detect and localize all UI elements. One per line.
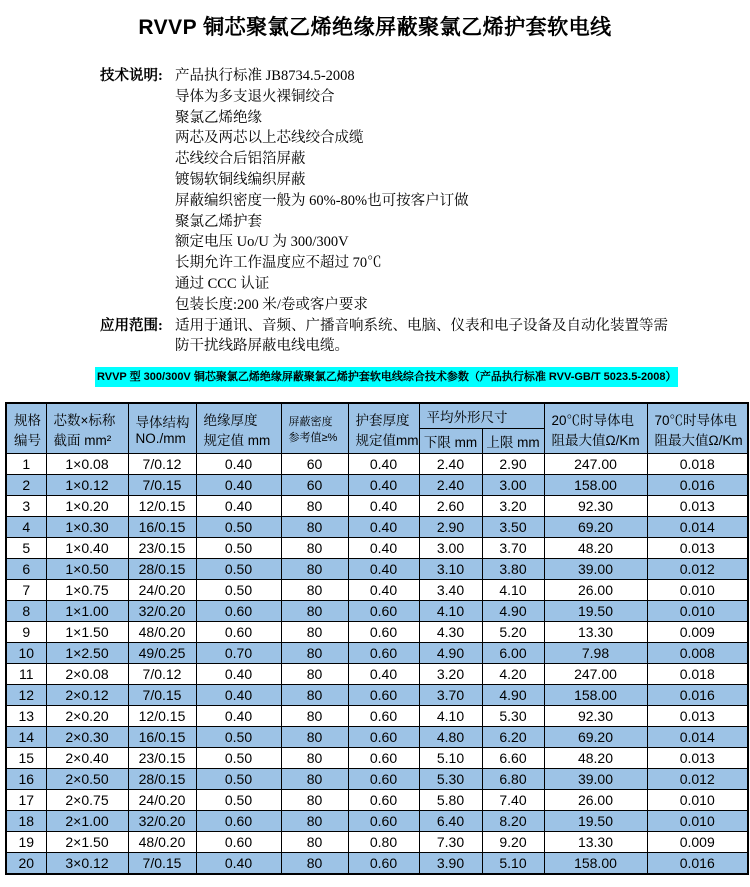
table-cell: 0.60 <box>348 685 419 706</box>
table-cell: 0.50 <box>196 580 281 601</box>
table-row <box>6 496 748 517</box>
table-cell: 2×0.50 <box>46 769 128 790</box>
header-outer-dim-min: 下限 mm <box>419 429 482 454</box>
table-cell: 1×0.08 <box>46 454 128 475</box>
table-cell: 28/0.15 <box>128 769 196 790</box>
table-cell: 0.40 <box>348 517 419 538</box>
table-cell: 0.60 <box>348 727 419 748</box>
table-cell: 2 <box>6 475 46 496</box>
table-cell: 2.40 <box>419 454 482 475</box>
table-cell: 3.70 <box>419 685 482 706</box>
table-cell: 0.40 <box>348 454 419 475</box>
table-cell: 2×0.20 <box>46 706 128 727</box>
table-cell: 3.80 <box>482 559 544 580</box>
table-cell: 11 <box>6 664 46 685</box>
table-cell: 0.40 <box>348 664 419 685</box>
table-cell: 19.50 <box>544 601 647 622</box>
table-cell: 0.013 <box>647 748 748 769</box>
table-cell: 0.018 <box>647 454 748 475</box>
application-label: 应用范围: <box>100 317 163 334</box>
table-cell: 3.40 <box>419 580 482 601</box>
table-cell: 0.014 <box>647 517 748 538</box>
table-cell: 0.80 <box>348 832 419 853</box>
table-cell: 1×0.50 <box>46 559 128 580</box>
table-cell: 0.016 <box>647 475 748 496</box>
table-cell: 0.50 <box>196 538 281 559</box>
table-cell: 0.60 <box>348 601 419 622</box>
table-cell: 8.20 <box>482 811 544 832</box>
table-cell: 28/0.15 <box>128 559 196 580</box>
table-cell: 1 <box>6 454 46 475</box>
table-cell: 12/0.15 <box>128 706 196 727</box>
table-cell: 158.00 <box>544 685 647 706</box>
table-cell: 12 <box>6 685 46 706</box>
table-cell: 3 <box>6 496 46 517</box>
table-cell: 4.10 <box>419 601 482 622</box>
header-outer-dim-max: 上限 mm <box>482 429 544 454</box>
table-cell: 5.30 <box>482 706 544 727</box>
table-cell: 7/0.15 <box>128 853 196 874</box>
table-cell: 0.60 <box>348 706 419 727</box>
table-row <box>6 517 748 538</box>
table-cell: 3.20 <box>419 664 482 685</box>
table-cell: 0.016 <box>647 685 748 706</box>
table-cell: 18 <box>6 811 46 832</box>
table-cell: 0.40 <box>196 853 281 874</box>
tech-line: 两芯及两芯以上芯线绞合成缆 <box>175 130 364 147</box>
table-cell: 0.40 <box>196 706 281 727</box>
table-row <box>6 853 748 874</box>
application-line: 适用于通讯、音频、广播音响系统、电脑、仪表和电子设备及自动化装置等需 <box>175 317 668 334</box>
table-row <box>6 727 748 748</box>
tech-line: 导体为多支退火裸铜绞合 <box>175 88 335 105</box>
table-cell: 80 <box>281 643 348 664</box>
table-cell: 6.00 <box>482 643 544 664</box>
table-cell: 4.20 <box>482 664 544 685</box>
table-cell: 0.016 <box>647 853 748 874</box>
table-cell: 80 <box>281 706 348 727</box>
table-cell: 14 <box>6 727 46 748</box>
header-outer-dim-group: 平均外形尺寸 <box>419 403 544 429</box>
table-cell: 0.60 <box>196 832 281 853</box>
table-cell: 0.012 <box>647 769 748 790</box>
table-cell: 1×0.75 <box>46 580 128 601</box>
table-row <box>6 685 748 706</box>
table-cell: 3.50 <box>482 517 544 538</box>
table-cell: 4.10 <box>419 706 482 727</box>
document-page <box>0 11 750 887</box>
table-cell: 3.00 <box>419 538 482 559</box>
table-cell: 0.40 <box>348 475 419 496</box>
table-cell: 7.98 <box>544 643 647 664</box>
table-cell: 5.10 <box>419 748 482 769</box>
table-cell: 0.014 <box>647 727 748 748</box>
table-cell: 1×0.12 <box>46 475 128 496</box>
table-cell: 2×0.40 <box>46 748 128 769</box>
table-cell: 1×1.50 <box>46 622 128 643</box>
table-cell: 6.60 <box>482 748 544 769</box>
table-cell: 0.010 <box>647 601 748 622</box>
table-cell: 15 <box>6 748 46 769</box>
table-cell: 5.20 <box>482 622 544 643</box>
tech-line: 包装长度:200 米/卷或客户要求 <box>175 296 368 313</box>
tech-line: 产品执行标准 JB8734.5-2008 <box>175 68 355 84</box>
table-cell: 0.40 <box>196 664 281 685</box>
table-cell: 60 <box>281 475 348 496</box>
table-cell: 13 <box>6 706 46 727</box>
tech-line: 长期允许工作温度应不超过 70℃ <box>175 255 382 272</box>
table-cell: 0.013 <box>647 538 748 559</box>
table-cell: 92.30 <box>544 706 647 727</box>
table-cell: 3.70 <box>482 538 544 559</box>
table-cell: 80 <box>281 496 348 517</box>
table-cell: 0.40 <box>196 475 281 496</box>
table-cell: 0.010 <box>647 811 748 832</box>
table-cell: 0.60 <box>348 853 419 874</box>
table-caption-wrap <box>95 367 750 387</box>
table-cell: 0.60 <box>196 601 281 622</box>
table-cell: 10 <box>6 643 46 664</box>
header-cores-section: 芯数×标称 截面 mm² <box>46 403 128 454</box>
table-cell: 49/0.25 <box>128 643 196 664</box>
table-cell: 0.70 <box>196 643 281 664</box>
table-cell: 80 <box>281 538 348 559</box>
table-cell: 48/0.20 <box>128 622 196 643</box>
table-cell: 32/0.20 <box>128 601 196 622</box>
table-cell: 1×0.30 <box>46 517 128 538</box>
table-cell: 5.10 <box>482 853 544 874</box>
table-cell: 7/0.12 <box>128 664 196 685</box>
table-row <box>6 811 748 832</box>
table-cell: 4.10 <box>482 580 544 601</box>
table-row <box>6 748 748 769</box>
table-cell: 80 <box>281 811 348 832</box>
spec-table-header <box>6 403 748 454</box>
table-cell: 1×2.50 <box>46 643 128 664</box>
table-row <box>6 622 748 643</box>
table-cell: 0.009 <box>647 622 748 643</box>
table-cell: 2.40 <box>419 475 482 496</box>
table-cell: 0.008 <box>647 643 748 664</box>
table-cell: 80 <box>281 685 348 706</box>
table-cell: 7/0.15 <box>128 685 196 706</box>
table-cell: 6.40 <box>419 811 482 832</box>
table-cell: 2×0.30 <box>46 727 128 748</box>
table-cell: 48/0.20 <box>128 832 196 853</box>
table-cell: 39.00 <box>544 769 647 790</box>
table-row <box>6 790 748 811</box>
table-cell: 80 <box>281 664 348 685</box>
table-cell: 20 <box>6 853 46 874</box>
table-cell: 6 <box>6 559 46 580</box>
table-cell: 0.40 <box>348 559 419 580</box>
table-cell: 2×1.00 <box>46 811 128 832</box>
table-cell: 7/0.12 <box>128 454 196 475</box>
table-cell: 4.90 <box>482 601 544 622</box>
tech-lines <box>175 66 750 316</box>
table-cell: 26.00 <box>544 580 647 601</box>
table-cell: 0.013 <box>647 706 748 727</box>
header-sheath: 护套厚度 规定值mm <box>348 403 419 454</box>
table-cell: 0.40 <box>348 538 419 559</box>
table-cell: 69.20 <box>544 727 647 748</box>
table-cell: 7.40 <box>482 790 544 811</box>
table-cell: 2.60 <box>419 496 482 517</box>
table-cell: 17 <box>6 790 46 811</box>
table-row <box>6 706 748 727</box>
spec-table-body <box>6 454 748 874</box>
table-cell: 0.50 <box>196 769 281 790</box>
application-lines <box>175 316 750 358</box>
table-cell: 0.40 <box>196 685 281 706</box>
application-section <box>0 316 750 358</box>
table-cell: 80 <box>281 622 348 643</box>
table-cell: 0.012 <box>647 559 748 580</box>
table-row <box>6 643 748 664</box>
table-cell: 2.90 <box>482 454 544 475</box>
table-cell: 247.00 <box>544 454 647 475</box>
header-insulation: 绝缘厚度 规定值 mm <box>196 403 281 454</box>
table-cell: 16/0.15 <box>128 727 196 748</box>
table-cell: 60 <box>281 454 348 475</box>
table-cell: 0.50 <box>196 790 281 811</box>
table-cell: 39.00 <box>544 559 647 580</box>
header-spec-no: 规格 编号 <box>6 403 46 454</box>
table-cell: 80 <box>281 748 348 769</box>
tech-line: 镀锡软铜线编织屏蔽 <box>175 171 306 188</box>
table-cell: 0.60 <box>348 643 419 664</box>
table-cell: 0.009 <box>647 832 748 853</box>
table-row <box>6 769 748 790</box>
tech-line: 屏蔽编织密度一般为 60%-80%也可按客户订做 <box>175 192 469 209</box>
table-cell: 24/0.20 <box>128 580 196 601</box>
table-cell: 3.00 <box>482 475 544 496</box>
tech-line: 额定电压 Uo/U 为 300/300V <box>175 234 349 251</box>
table-row <box>6 580 748 601</box>
tech-section <box>0 66 750 316</box>
table-cell: 5.30 <box>419 769 482 790</box>
table-cell: 4.80 <box>419 727 482 748</box>
table-cell: 0.60 <box>196 622 281 643</box>
table-row <box>6 832 748 853</box>
application-line: 防干扰线路屏蔽电线电缆。 <box>175 338 349 355</box>
table-cell: 7 <box>6 580 46 601</box>
table-cell: 92.30 <box>544 496 647 517</box>
table-cell: 80 <box>281 769 348 790</box>
table-cell: 0.60 <box>348 790 419 811</box>
table-cell: 0.50 <box>196 727 281 748</box>
table-cell: 6.20 <box>482 727 544 748</box>
table-cell: 0.40 <box>348 496 419 517</box>
table-row <box>6 601 748 622</box>
header-resistance-70: 70℃时导体电 阻最大值Ω/Km <box>647 403 748 454</box>
table-cell: 48.20 <box>544 748 647 769</box>
table-cell: 16 <box>6 769 46 790</box>
table-cell: 4.30 <box>419 622 482 643</box>
table-cell: 80 <box>281 853 348 874</box>
table-caption-highlight: RVVP 型 300/300V 铜芯聚氯乙烯绝缘屏蔽聚氯乙烯护套软电线综合技术参数（产品执行标准 RVV-GB/T 5023.5-2008） <box>95 367 678 387</box>
table-cell: 0.60 <box>348 748 419 769</box>
table-cell: 2×1.50 <box>46 832 128 853</box>
table-cell: 0.60 <box>348 811 419 832</box>
table-cell: 2×0.08 <box>46 664 128 685</box>
table-cell: 0.50 <box>196 559 281 580</box>
table-cell: 6.80 <box>482 769 544 790</box>
tech-label: 技术说明: <box>100 68 163 84</box>
page-title: RVVP 铜芯聚氯乙烯绝缘屏蔽聚氯乙烯护套软电线 <box>138 16 612 39</box>
table-cell: 247.00 <box>544 664 647 685</box>
table-cell: 0.60 <box>196 811 281 832</box>
table-cell: 19.50 <box>544 811 647 832</box>
tech-line: 聚氯乙烯护套 <box>175 213 262 230</box>
table-cell: 19 <box>6 832 46 853</box>
header-shield-density: 屏蔽密度 参考值≥% <box>281 403 348 454</box>
table-cell: 8 <box>6 601 46 622</box>
table-cell: 12/0.15 <box>128 496 196 517</box>
table-cell: 158.00 <box>544 853 647 874</box>
table-cell: 0.40 <box>348 580 419 601</box>
spec-table <box>5 402 749 875</box>
table-cell: 0.60 <box>348 769 419 790</box>
table-cell: 7/0.15 <box>128 475 196 496</box>
table-row <box>6 475 748 496</box>
table-cell: 1×0.40 <box>46 538 128 559</box>
header-conductor: 导体结构 NO./mm <box>128 403 196 454</box>
table-cell: 13.30 <box>544 622 647 643</box>
table-cell: 23/0.15 <box>128 748 196 769</box>
table-cell: 3.20 <box>482 496 544 517</box>
table-cell: 0.40 <box>196 454 281 475</box>
table-cell: 48.20 <box>544 538 647 559</box>
table-cell: 1×1.00 <box>46 601 128 622</box>
table-row <box>6 454 748 475</box>
header-resistance-20: 20℃时导体电 阻最大值Ω/Km <box>544 403 647 454</box>
table-cell: 158.00 <box>544 475 647 496</box>
table-cell: 7.30 <box>419 832 482 853</box>
table-cell: 80 <box>281 517 348 538</box>
tech-line: 聚氯乙烯绝缘 <box>175 109 262 126</box>
table-cell: 9.20 <box>482 832 544 853</box>
table-cell: 13.30 <box>544 832 647 853</box>
table-cell: 26.00 <box>544 790 647 811</box>
table-cell: 80 <box>281 580 348 601</box>
table-cell: 16/0.15 <box>128 517 196 538</box>
table-cell: 69.20 <box>544 517 647 538</box>
table-cell: 0.60 <box>348 622 419 643</box>
table-cell: 2×0.12 <box>46 685 128 706</box>
table-cell: 0.50 <box>196 748 281 769</box>
table-cell: 4.90 <box>419 643 482 664</box>
table-cell: 0.010 <box>647 790 748 811</box>
table-cell: 0.018 <box>647 664 748 685</box>
table-cell: 0.010 <box>647 580 748 601</box>
tech-line: 通过 CCC 认证 <box>175 275 270 292</box>
table-cell: 80 <box>281 832 348 853</box>
table-cell: 80 <box>281 559 348 580</box>
table-cell: 80 <box>281 790 348 811</box>
table-cell: 4.90 <box>482 685 544 706</box>
table-cell: 5.80 <box>419 790 482 811</box>
table-cell: 0.40 <box>196 496 281 517</box>
table-cell: 5 <box>6 538 46 559</box>
tech-line: 芯线绞合后铝箔屏蔽 <box>175 151 306 168</box>
table-cell: 24/0.20 <box>128 790 196 811</box>
table-cell: 2×0.75 <box>46 790 128 811</box>
table-cell: 0.013 <box>647 496 748 517</box>
table-cell: 80 <box>281 727 348 748</box>
table-row <box>6 538 748 559</box>
table-cell: 9 <box>6 622 46 643</box>
table-row <box>6 664 748 685</box>
table-cell: 2.90 <box>419 517 482 538</box>
table-cell: 32/0.20 <box>128 811 196 832</box>
table-cell: 23/0.15 <box>128 538 196 559</box>
table-cell: 80 <box>281 601 348 622</box>
table-row <box>6 559 748 580</box>
table-cell: 1×0.20 <box>46 496 128 517</box>
table-cell: 3×0.12 <box>46 853 128 874</box>
table-cell: 0.50 <box>196 517 281 538</box>
table-cell: 4 <box>6 517 46 538</box>
table-cell: 3.90 <box>419 853 482 874</box>
table-cell: 3.10 <box>419 559 482 580</box>
